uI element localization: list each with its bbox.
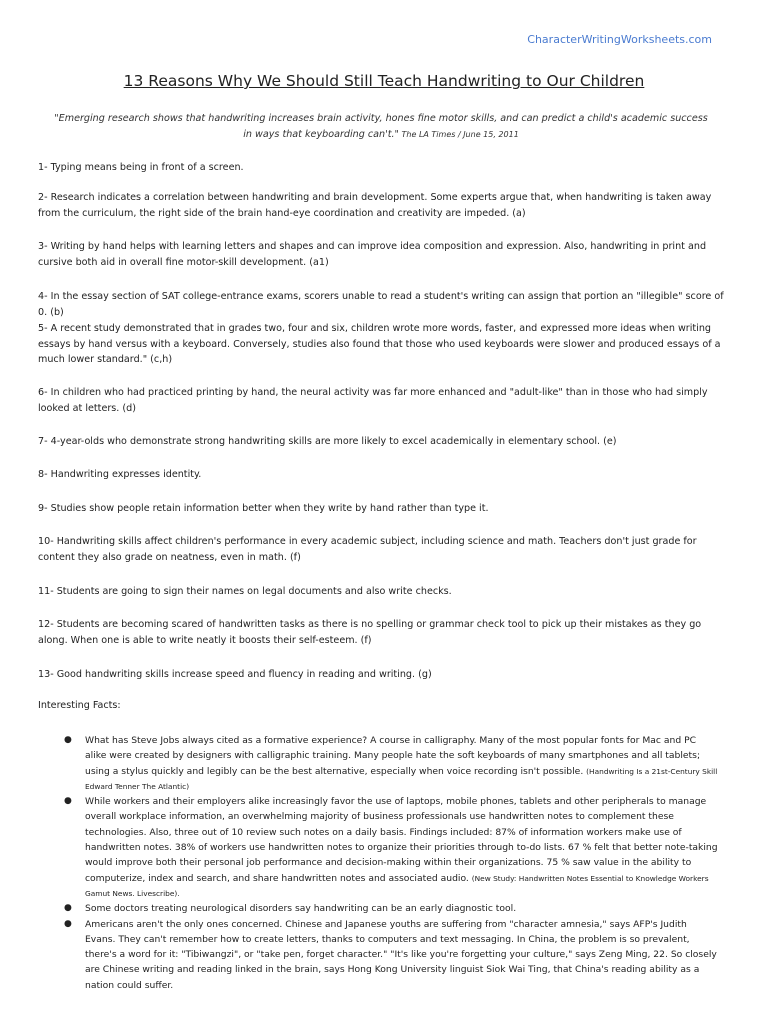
page-title: 13 Reasons Why We Should Still Teach Handwriting to Our Children: [123, 72, 645, 90]
reason-13: 13- Good handwriting skills increase speed and fluency in reading and writing. (g): [38, 669, 432, 680]
intro-quote: [52, 111, 710, 143]
facts-list: [64, 733, 720, 993]
reason-2: 2- Research indicates a correlation between handwriting and brain development. Some experts argue that, when handwriting is taken away from the curriculum, the right side of the brain hand-eye coordination and creativity are impeded. (a): [38, 192, 712, 219]
reason-11: 11- Students are going to sign their names on legal documents and also write checks.: [38, 586, 452, 597]
fact-item: [64, 794, 720, 901]
reason-8: 8- Handwriting expresses identity.: [38, 469, 202, 480]
fact-text: While workers and their employers alike increasingly favor the use of laptops, mobile phones, tablets and other peripherals to manage overall workplace information, an overwhelming majority of business professionals use handwritten notes to complement these technologies. Also, three out of 10 review such notes on a daily basis. Findings included: 87% of information workers make use of handwritten notes. 38% of workers use handwritten notes to organize their priorities through to-do lists. 67 % felt that better note-taking would improve both their personal job performance and decision-making within their organizations. 75 % saw value in the ability to computerize, index and search, and share handwritten notes and associated audio.: [85, 796, 718, 884]
reason-3: 3- Writing by hand helps with learning letters and shapes and can improve idea composition and expression. Also, handwriting in print and cursive both aid in overall fine motor-skill development. (a1): [38, 241, 707, 268]
fact-item: [64, 733, 720, 794]
bullet-icon: ●: [64, 796, 72, 807]
bullet-icon: ●: [64, 903, 72, 914]
reason-7: 7- 4-year-olds who demonstrate strong handwriting skills are more likely to excel academically in elementary school. (e): [38, 436, 617, 447]
reason-4: 4- In the essay section of SAT college-entrance exams, scorers unable to read a student's writing can assign that portion an "illegible" score of 0. (b): [38, 291, 724, 318]
fact-text: Some doctors treating neurological disorders say handwriting can be an early diagnostic tool.: [85, 903, 517, 915]
fact-source: (New Study: Handwritten Notes Essential to Knowledge Workers Gamut News. Livescribe).: [85, 873, 709, 898]
facts-heading: Interesting Facts:: [38, 700, 121, 711]
site-link[interactable]: CharacterWritingWorksheets.com: [527, 33, 712, 46]
fact-text: Americans aren't the only ones concerned. Chinese and Japanese youths are suffering from "character amnesia," says AFP's Judith Evans. They can't remember how to create letters, thanks to computers and text messaging. In China, the problem is so prevalent, there's a word for it: "Tibiwangzi", or "take pen, forget character." "It's like you're forgetting your culture," says Zeng Ming, 22. So closely are Chinese writing and reading linked in the brain, says Hong Kong University linguist Siok Wai Ting, that China's reading ability as a nation could suffer.: [85, 918, 717, 991]
reason-12: 12- Students are becoming scared of handwritten tasks as there is no spelling or grammar check tool to pick up their mistakes as they go along. When one is able to write neatly it boosts their self-esteem. (f): [38, 619, 702, 646]
bullet-icon: ●: [64, 735, 72, 745]
quote-text: "Emerging research shows that handwriting increases brain activity, hones fine motor skills, and can predict a child's academic success in ways that keyboarding can't.": [54, 113, 708, 140]
fact-text: What has Steve Jobs always cited as a formative experience? A course in calligraphy. Many of the most popular fonts for Mac and PC alike were created by designers with calligraphic training. Many people hate the soft keyboards of many smartphones and all tablets; using a stylus quickly and legibly can be the best alternative, especially when voice recording isn't possible.: [85, 735, 701, 777]
fact-item: [64, 917, 720, 993]
fact-item: [64, 901, 720, 916]
bullet-icon: ●: [64, 918, 72, 929]
reason-9: 9- Studies show people retain information better when they write by hand rather than type it.: [38, 503, 489, 514]
reason-5: 5- A recent study demonstrated that in grades two, four and six, children wrote more words, faster, and expressed more ideas when writing essays by hand versus with a keyboard. Conversely, studies also found that those who used keyboards were slower and produced essays of a much lower standard." (c,h): [38, 323, 721, 365]
fact-source: (Handwriting Is a 21st-Century Skill Edward Tenner The Atlantic): [85, 766, 718, 791]
quote-citation: The LA Times / June 15, 2011: [398, 130, 519, 139]
reason-1: 1- Typing means being in front of a screen.: [38, 162, 244, 173]
reason-6: 6- In children who had practiced printing by hand, the neural activity was far more enhanced and "adult-like" than in those who had simply looked at letters. (d): [38, 387, 708, 414]
reason-10: 10- Handwriting skills affect children's performance in every academic subject, including science and math. Teachers don't just grade for content they also grade on neatness, even in math. (f): [38, 536, 697, 563]
